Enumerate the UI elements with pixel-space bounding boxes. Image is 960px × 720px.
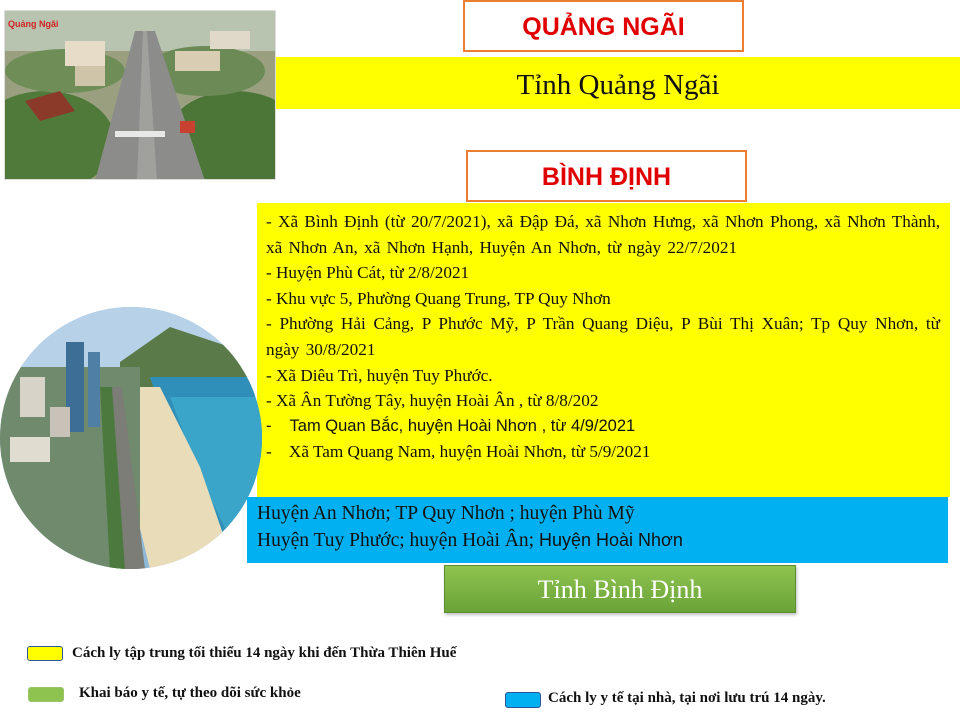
city-aerial-photo: [4, 10, 276, 180]
quang-ngai-header: QUẢNG NGÃI: [463, 0, 744, 52]
binh-dinh-quarantine-list: [257, 203, 950, 497]
legend-blue-swatch: [505, 692, 541, 708]
list-item: - Huyện Phù Cát, từ 2/8/2021: [266, 263, 470, 283]
blue-box-line-1: Huyện An Nhơn; TP Quy Nhơn ; huyện Phù Mỹ: [257, 503, 635, 524]
list-item: - Khu vực 5, Phường Quang Trung, TP Quy Nhơn: [266, 288, 611, 308]
legend-yellow-swatch: [27, 646, 63, 661]
beach-circle-photo: [0, 307, 262, 569]
legend-green-label: Khai báo y tế, tự theo dõi sức khỏe: [79, 685, 301, 701]
binh-dinh-province-button[interactable]: Tỉnh Bình Định: [444, 565, 796, 613]
binh-dinh-header: BÌNH ĐỊNH: [466, 150, 747, 202]
legend-yellow-label: Cách ly tập trung tối thiểu 14 ngày khi đến Thừa Thiên Huế: [72, 645, 457, 661]
list-item: - Xã Diêu Trì, huyện Tuy Phước.: [266, 365, 493, 385]
blue-box-line-2-part-2: Huyện Hoài Nhơn: [538, 530, 683, 550]
blue-box-line-2-part-1: Huyện Tuy Phước; huyện Hoài Ân;: [257, 530, 539, 551]
city-photo-logo: Quảng Ngãi: [8, 19, 59, 29]
legend-green-swatch: [28, 687, 64, 702]
blue-box-line-2: [257, 527, 938, 554]
list-item: - Xã Tam Quang Nam, huyện Hoài Nhơn, từ 5/9/2021: [266, 442, 651, 462]
list-item: - Phường Hải Cảng, P Phước Mỹ, P Trần Quang Diệu, P Bùi Thị Xuân; Tp Quy Nhơn, từ ngày 30/8/2021: [266, 314, 940, 359]
legend-blue-label: Cách ly y tế tại nhà, tại nơi lưu trú 14 ngày.: [548, 690, 826, 706]
quang-ngai-banner: Tỉnh Quảng Ngãi: [276, 57, 960, 109]
list-item: - Xã Bình Định (từ 20/7/2021), xã Đập Đá, xã Nhơn Hưng, xã Nhơn Phong, xã Nhơn Thành, xã Nhơn An, xã Nhơn Hạnh, Huyện An Nhơn, từ ngày 22/7/2021: [266, 212, 940, 257]
list-item: - Xã Ân Tường Tây, huyện Hoài Ân , từ 8/8/202: [266, 391, 599, 411]
home-quarantine-areas: [247, 497, 948, 563]
list-item: - Tam Quan Bắc, huyện Hoài Nhơn , từ 4/9/2021: [266, 416, 636, 435]
